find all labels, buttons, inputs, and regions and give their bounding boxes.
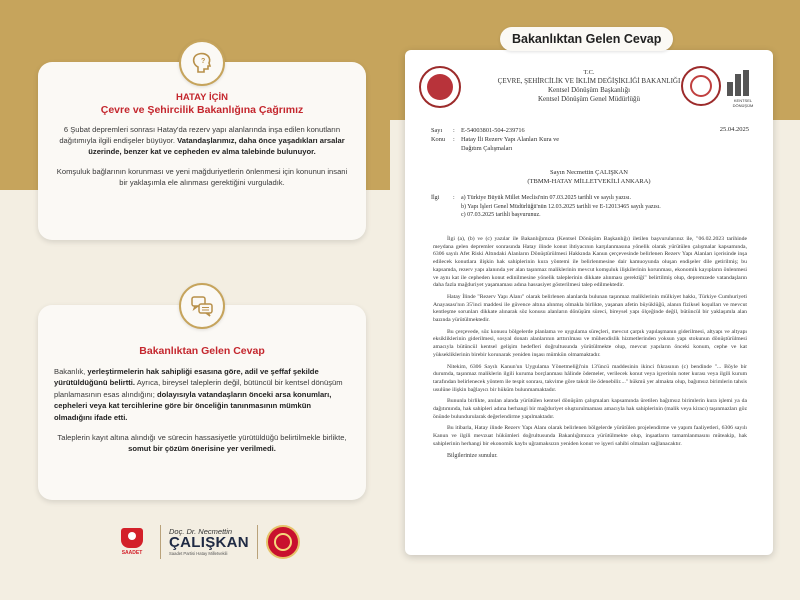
letter-ministry: ÇEVRE, ŞEHİRCİLİK VE İKLİM DEĞİŞİKLİĞİ BAKANLIĞI — [497, 77, 681, 85]
letter-paragraph: İlgi (a), (b) ve (c) yazılar ile Bakanlığımıza (Kentsel Dönüşüm Başkanlığı) iletilen başvurularınız ile, "06.02.2023 tarihinde meydana gelen depremler sonrasında Hatay ilinde konut ihtiyacının karşılanmasına yönelik olarak yürütülen çalışmalar kapsamında, 6306 sayılı Afet Riski Altındaki Alanların Dönüştürülmesi Hakkında Kanun çerçevesinde belirlenen Rezerv Yapı Alanları içerisinde inşa edilecek konutlara ilişkin hak sahiplerinin kura yöntemi ile belirlenmesine dair kamuoyunda oluşan endişeler dile getirilmiş; bu kapsamda, rezerv yapı alanında yer alan taşınmaz maliklerinin mevcut komşuluk ilişkilerinin korunması, ekonomik kayıpların önlenmesi ve aynı kat ile cepheden konut edinilmesine yönelik taleplerinin dikkate alınması gerektiği" belirtilmiş olup, depremzede vatandaşların daha fazla mağduriyet yaşamaması adına hassasiyet gösterilmesi talep edilmektedir. — [433, 236, 747, 289]
sayi-label: Sayı — [431, 127, 443, 134]
response-card — [38, 305, 366, 500]
sayi-value: E-54003801-504-239716 — [461, 127, 525, 134]
card1-para1-text: 6 Şubat depremleri sonrası Hatay'da rezerv yapı alanlarında inşa edilen konutların dağıtımıyla ilgili endişeler büyüyor. — [59, 125, 341, 145]
card2-heading: Bakanlıktan Gelen Cevap — [139, 345, 265, 357]
emblem-seal-icon — [681, 66, 721, 106]
addressee-title: (TBMM-HATAY MİLLETVEKİLİ ANKARA) — [527, 178, 651, 185]
saadet-logo — [112, 522, 152, 562]
card1-heading: Çevre ve Şehircilik Bakanlığına Çağrımız — [100, 104, 304, 116]
card2-paragraph1 — [54, 366, 350, 423]
letter-paragraph: Bununla birlikte, anılan alanda yürütülen kentsel dönüşüm çalışmaları kapsamında üretilen bağımsız birimlerin kura işlemi ya da dağıtımında, hak sahipleri adına herhangi bir mağduriyet oluşturulmaması amacıyla hak sahiplerinin (malik veya kiracı) taşınmazları göz önünde bulundurularak değerlendirme yapılmaktadır. — [433, 398, 747, 420]
addressee-name: Sayın Necmettin ÇALIŞKAN — [550, 169, 628, 176]
letter-date: 25.04.2025 — [719, 126, 749, 133]
saadet-mark-icon — [121, 528, 143, 548]
card2-p2a: Taleplerin kayıt altına alındığı ve sürecin hassasiyetle yürütüldüğü belirtilmekle birlikte, — [57, 433, 347, 443]
konu-value: Hatay İli Rezerv Yapı Alanları Kura ve Dağıtım Çalışmaları — [461, 136, 560, 152]
footer-name: ÇALIŞKAN — [169, 534, 249, 552]
card2-p1c: Ayrıca, bireysel taleplerin değil, bütüncül bir kentsel dönüşüm planlamasının esas alındığını; — [54, 378, 343, 399]
card2-paragraph2 — [54, 432, 350, 455]
card1-heading-small: HATAY İÇİN — [176, 92, 228, 103]
letter-meta: Sayı : E-54003801-504-239716 Konu : Hatay İli Rezerv Yapı Alanları Kura ve Dağıtım Çalışmaları — [431, 126, 751, 153]
ilgi-c: c) 07.03.2025 tarihli başvurunuz. — [461, 212, 541, 218]
card2-p1a: Bakanlık, — [54, 367, 86, 376]
right-panel-title: Bakanlıktan Gelen Cevap — [500, 27, 673, 51]
card1-paragraph1 — [54, 124, 350, 157]
letter-references: İlgi : a) Türkiye Büyük Millet Meclisi'nin 07.03.2025 tarihli ve sayılı yazısı. b) Yapı İşleri Genel Müdürlüğü'nün 12.03.2025 tarihli ve E-12013465 sayılı yazısı. c) 07.03.2025 tarihli başvurunuz. — [431, 195, 661, 218]
appeal-card — [38, 58, 366, 240]
card1-para1-bold: Vatandaşlarımız, daha önce yaşadıkları arsalar üzerinde, benzer kat ve cepheden ev alma talebinde bulunuyor. — [88, 136, 345, 156]
letter-paragraph: Nitekim, 6306 Sayılı Kanun'un Uygulama Yönetmeliği'nin 13'üncü maddesinin ikinci fıkrasının (c) bendinde "... Böyle bir durumda, taşınmaz maliklerin ilgili kuruma borçlanması hâlinde ödemeler, verilecek konut veya işyerinin noter kurası veya ilgili kurum tarafından belirlenecek yöntem ile tespit sonrası, takvime göre taksit ile ödenebilir...." hükmü yer almakta olup, bağımsız birimlerin tahsis usulüne ilişkin bağlayıcı bir hüküm bulunmamaktadır. — [433, 363, 747, 393]
letter-paragraph: Bu çerçevede, söz konusu bölgelerde planlama ve uygulama süreçleri, mevcut çarpık yapılaşmanın giderilmesi, altyapı ve altyapı eksikliklerinin giderilmesi, sosyal donatı alanlarının arttırılması ve mühendislik hizmetlerinden yoksun yapı stokunun dönüştürülmesi amacıyla bütüncül kentsel gelişim hedefleri doğrultusunda yürütülmekte olup, mevcut yapıların önceki konum, cephe ve kat yüksekliklerinin birebir korunarak yeniden inşası mümkün olmamaktadır. — [433, 328, 747, 358]
card2-p1d: dolayısıyla vatandaşların önceki arsa konumları, cepheleri veya kat tercihlerine göre bir önceliğin tanınmasının mümkün olmadığını ifade etti. — [54, 389, 332, 422]
letter-dept1: Kentsel Dönüşüm Başkanlığı — [547, 86, 631, 94]
letter-body — [433, 236, 747, 464]
letter-paragraph: Hatay İlinde "Rezerv Yapı Alanı" olarak belirlenen alanlarda bulunan taşınmaz maliklerinin mülkiyet hakkı, Türkiye Cumhuriyeti Anayasası'nın 35'inci maddesi ile güvence altına alınmış olmakla birlikte, yaşanan afetin büyüklüğü, alanın fiziksel koşulları ve mevcut kentleşme sorunları dikkate alınarak söz konusu alanların dönüşüm süreci, bireysel yapı ölçeğinde değil, bütüncül bir yaklaşımla alan bazında yürütülmektedir. — [433, 293, 747, 324]
letter-dept2: Kentsel Dönüşüm Genel Müdürlüğü — [537, 95, 641, 103]
letter-closing: Bilgilerinize sunulur. — [447, 452, 498, 459]
letter-tc: T.C. — [583, 69, 595, 76]
footer-title: Doç. Dr. Necmettin — [169, 526, 233, 536]
footer-subtitle: Saadet Partisi Hatay Milletvekili — [169, 551, 228, 557]
footer-logos — [112, 518, 300, 566]
footer-divider — [160, 525, 161, 559]
logo-text: KENTSEL DÖNÜŞÜM — [732, 98, 754, 108]
card1-paragraph2: Komşuluk bağlarının korunması ve yeni mağduriyetlerin önlenmesi için konunun insani bir yaklaşımla ele alınması gerektiğini vurguladık. — [56, 167, 348, 187]
letter-paragraph: Bu itibarla, Hatay ilinde Rezerv Yapı Alanı olarak belirlenen bölgelerde yürütülen projelendirme ve yapım faaliyetleri, 6306 sayılı Kanun ve ilgili mevzuat hükümleri doğrultusunda Bakanlığımızca yürütülmekte olup, inşaatların tamamlanmasını müteakip, hak sahiplerinin herhangi bir ekonomik kaybı uğramaksızın yeniden konut ve işyeri sahibi olmaları sağlanacaktır. — [433, 425, 747, 447]
tbmm-emblem-icon — [266, 525, 300, 559]
card2-p1b: yerleştirmelerin hak sahipliği esasına göre, adil ve şeffaf şekilde yürütüldüğünü belirtti. — [54, 367, 319, 388]
footer-divider-2 — [257, 525, 258, 559]
chat-bubbles-icon — [179, 283, 225, 329]
ministry-letter — [405, 50, 773, 555]
card2-p2b: somut bir çözüm önerisine yer verilmedi. — [128, 444, 276, 454]
thinking-head-icon — [179, 40, 225, 86]
ilgi-b: b) Yapı İşleri Genel Müdürlüğü'nün 12.03.2025 tarihli ve E-12013465 sayılı yazısı. — [461, 203, 661, 210]
konu-label: Konu — [431, 136, 445, 143]
addressee — [405, 168, 773, 186]
urban-transformation-logo — [727, 70, 759, 106]
signature-block — [169, 528, 249, 557]
ilgi-label: İlgi — [431, 195, 440, 201]
svg-text:?: ? — [201, 58, 206, 65]
saadet-label: SAADET — [121, 550, 143, 556]
ilgi-a: a) Türkiye Büyük Millet Meclisi'nin 07.03.2025 tarihli ve sayılı yazısı. — [461, 195, 631, 201]
